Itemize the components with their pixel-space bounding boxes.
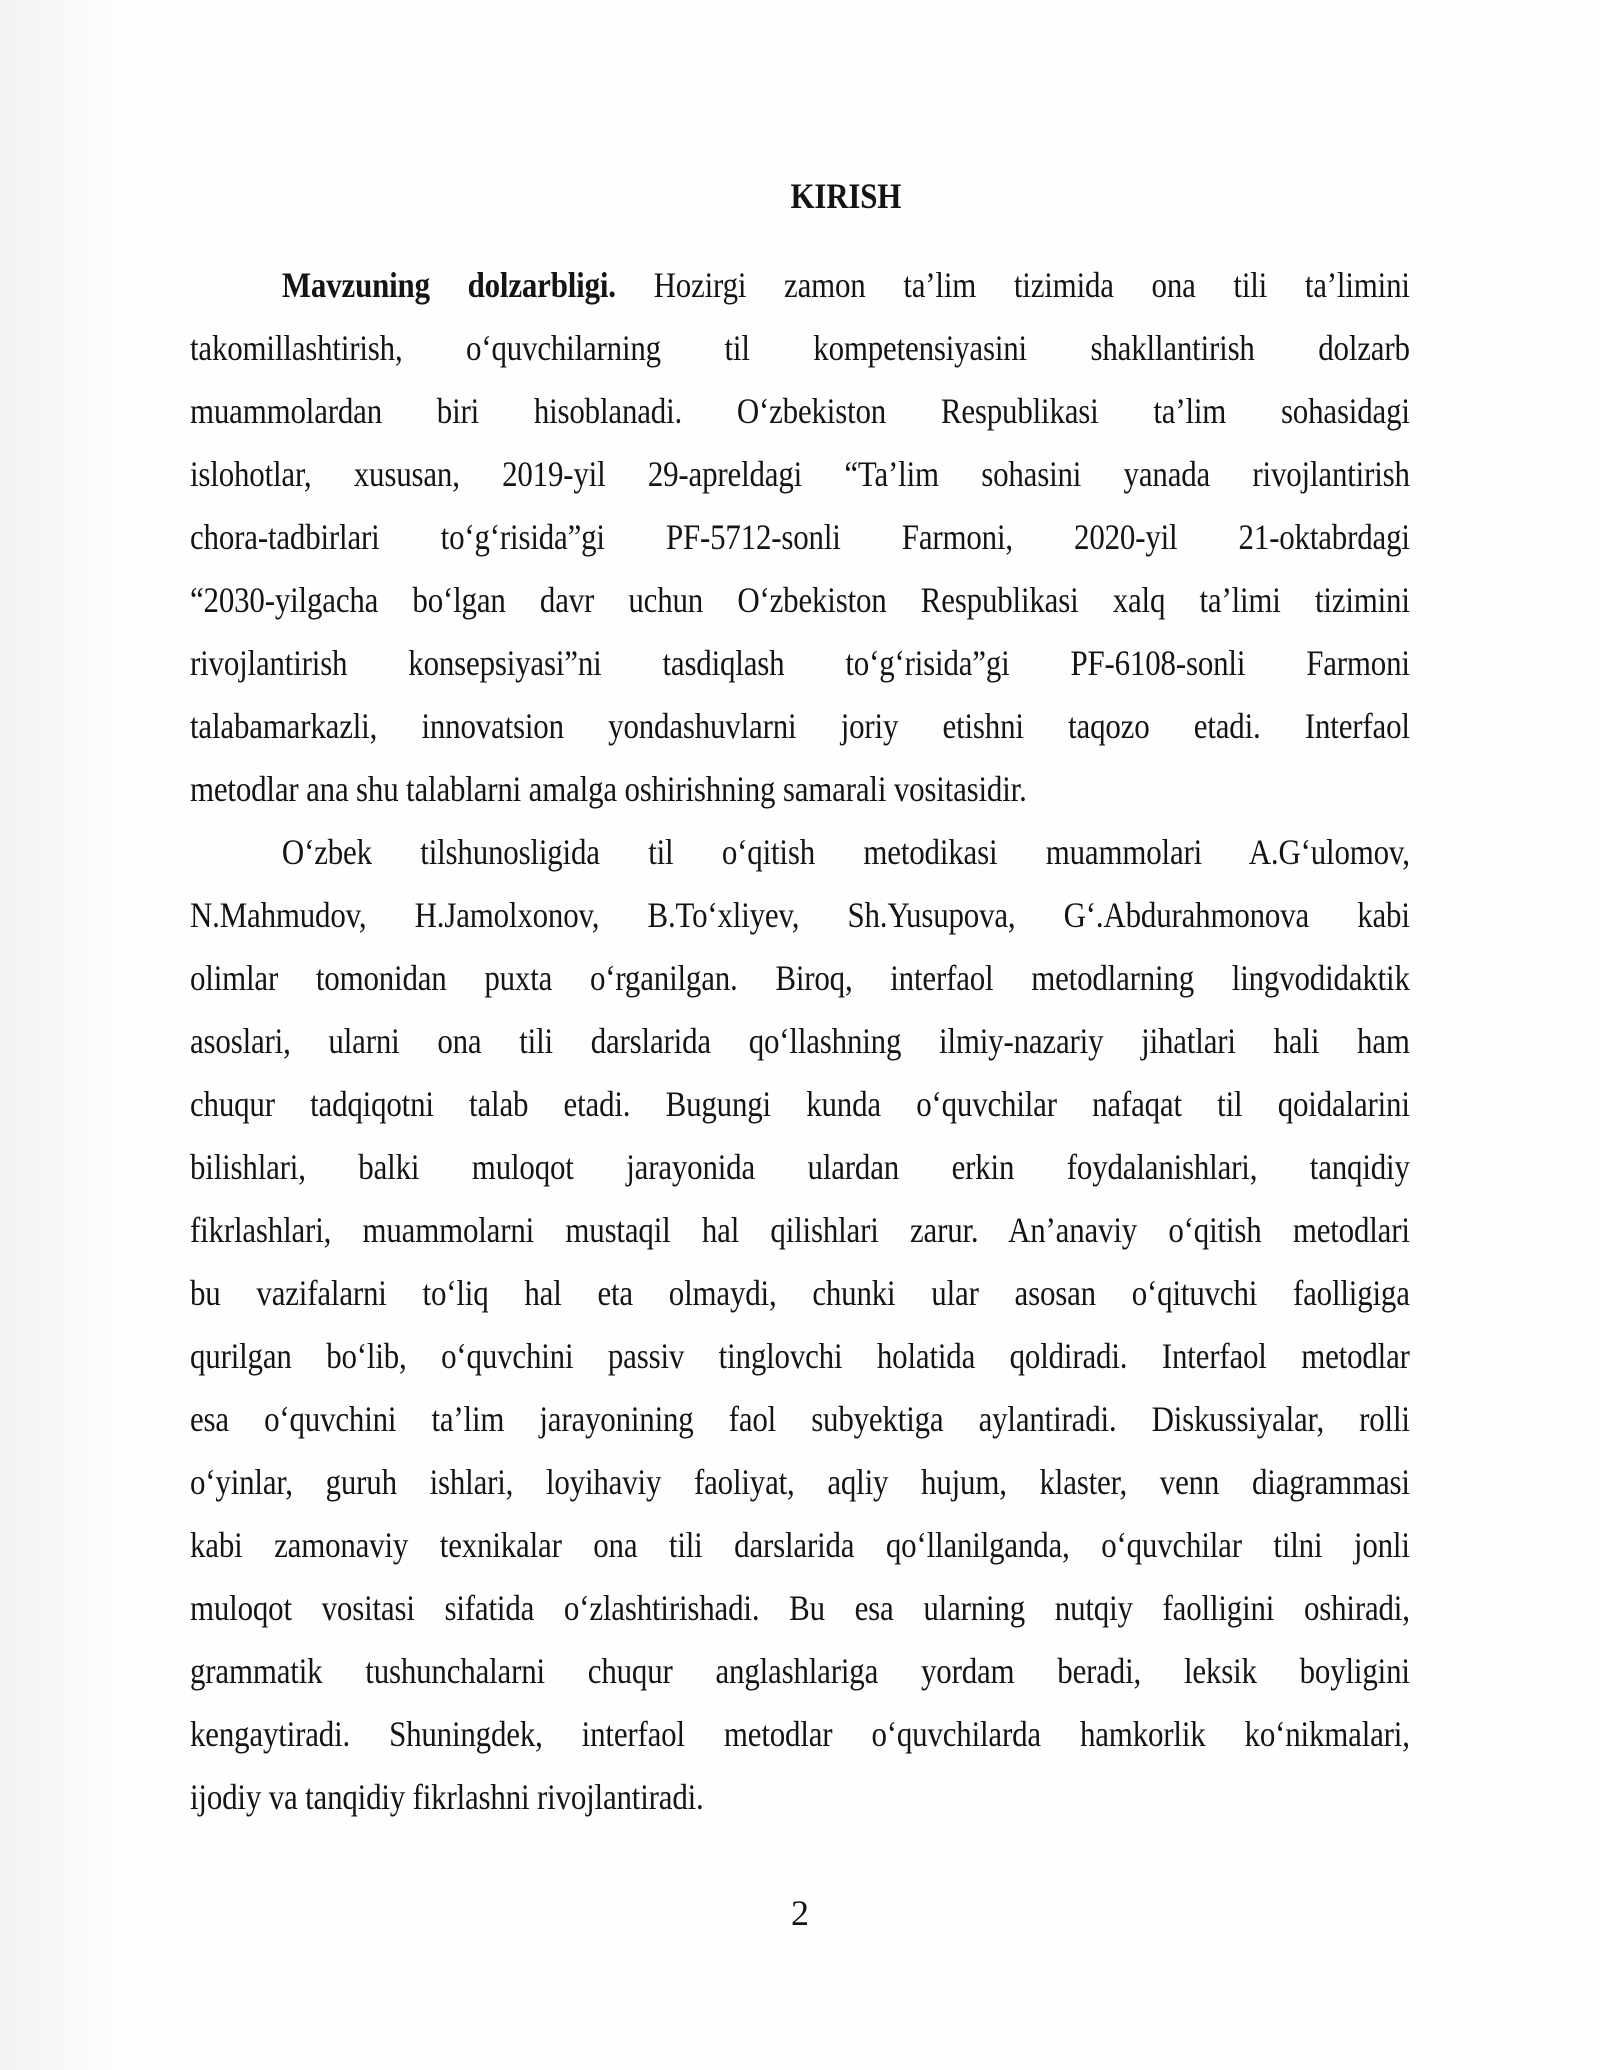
text-line: takomillashtirish, oʻquvchilarning til kompetensiyasini shakllantirish dolzarb bbox=[190, 328, 1410, 368]
text-line: ijodiy va tanqidiy fikrlashni rivojlantiradi. bbox=[190, 1777, 704, 1817]
text-line: bu vazifalarni toʻliq hal eta olmaydi, chunki ular asosan oʻqituvchi faolligiga bbox=[190, 1273, 1410, 1313]
text-line: muammolardan biri hisoblanadi. Oʻzbekiston Respublikasi ta’lim sohasidagi bbox=[190, 391, 1410, 431]
text-line: chora-tadbirlari toʻgʻrisida”gi PF-5712-sonli Farmoni, 2020-yil 21-oktabrdagi bbox=[190, 517, 1410, 557]
text-line: olimlar tomonidan puxta oʻrganilgan. Biroq, interfaol metodlarning lingvodidaktik bbox=[190, 958, 1410, 998]
document-body bbox=[190, 165, 1410, 1829]
text-line: qurilgan boʻlib, oʻquvchini passiv tinglovchi holatida qoldiradi. Interfaol metodlar bbox=[190, 1336, 1410, 1376]
text-line: esa oʻquvchini ta’lim jarayonining faol subyektiga aylantiradi. Diskussiyalar, rolli bbox=[190, 1399, 1410, 1439]
text-line: islohotlar, xususan, 2019-yil 29-apreldagi “Ta’lim sohasini yanada rivojlantirish bbox=[190, 454, 1410, 494]
text-line: Mavzuning dolzarbligi. Hozirgi zamon ta’lim tizimida ona tili ta’limini bbox=[281, 265, 1410, 305]
text-line: N.Mahmudov, H.Jamolxonov, B.Toʻxliyev, Sh.Yusupova, Gʻ.Abdurahmonova kabi bbox=[190, 895, 1410, 935]
paragraph bbox=[190, 821, 1410, 1829]
text-line: talabamarkazli, innovatsion yondashuvlarni joriy etishni taqozo etadi. Interfaol bbox=[190, 706, 1410, 746]
text-line: fikrlashlari, muammolarni mustaqil hal qilishlari zarur. An’anaviy oʻqitish metodlari bbox=[190, 1210, 1410, 1250]
text-line: metodlar ana shu talablarni amalga oshirishning samarali vositasidir. bbox=[190, 769, 1027, 809]
text-line: “2030-yilgacha boʻlgan davr uchun Oʻzbekiston Respublikasi xalq ta’limi tizimini bbox=[190, 580, 1410, 620]
text-line: muloqot vositasi sifatida oʻzlashtirishadi. Bu esa ularning nutqiy faolligini oshiradi, bbox=[190, 1588, 1410, 1628]
text-line: Oʻzbek tilshunosligida til oʻqitish metodikasi muammolari A.Gʻulomov, bbox=[281, 832, 1410, 872]
bold-lead-text: Mavzuning dolzarbligi. bbox=[281, 265, 616, 305]
text-line: kengaytiradi. Shuningdek, interfaol metodlar oʻquvchilarda hamkorlik koʻnikmalari, bbox=[190, 1714, 1410, 1754]
text-line: bilishlari, balki muloqot jarayonida ulardan erkin foydalanishlari, tanqidiy bbox=[190, 1147, 1410, 1187]
page-title: KIRISH bbox=[790, 176, 902, 216]
text-line: oʻyinlar, guruh ishlari, loyihaviy faoliyat, aqliy hujum, klaster, venn diagrammasi bbox=[190, 1462, 1410, 1502]
text-line: grammatik tushunchalarni chuqur anglashlariga yordam beradi, leksik boyligini bbox=[190, 1651, 1410, 1691]
text-line: chuqur tadqiqotni talab etadi. Bugungi kunda oʻquvchilar nafaqat til qoidalarini bbox=[190, 1084, 1410, 1124]
text-line: asoslari, ularni ona tili darslarida qoʻllashning ilmiy-nazariy jihatlari hali ham bbox=[190, 1021, 1410, 1061]
page-number: 2 bbox=[791, 1893, 809, 1933]
scanned-page-edge bbox=[0, 0, 143, 2070]
text-line: rivojlantirish konsepsiyasi”ni tasdiqlash toʻgʻrisida”gi PF-6108-sonli Farmoni bbox=[190, 643, 1410, 683]
paragraph bbox=[190, 254, 1410, 821]
text-line: kabi zamonaviy texnikalar ona tili darslarida qoʻllanilganda, oʻquvchilar tilni jonli bbox=[190, 1525, 1410, 1565]
